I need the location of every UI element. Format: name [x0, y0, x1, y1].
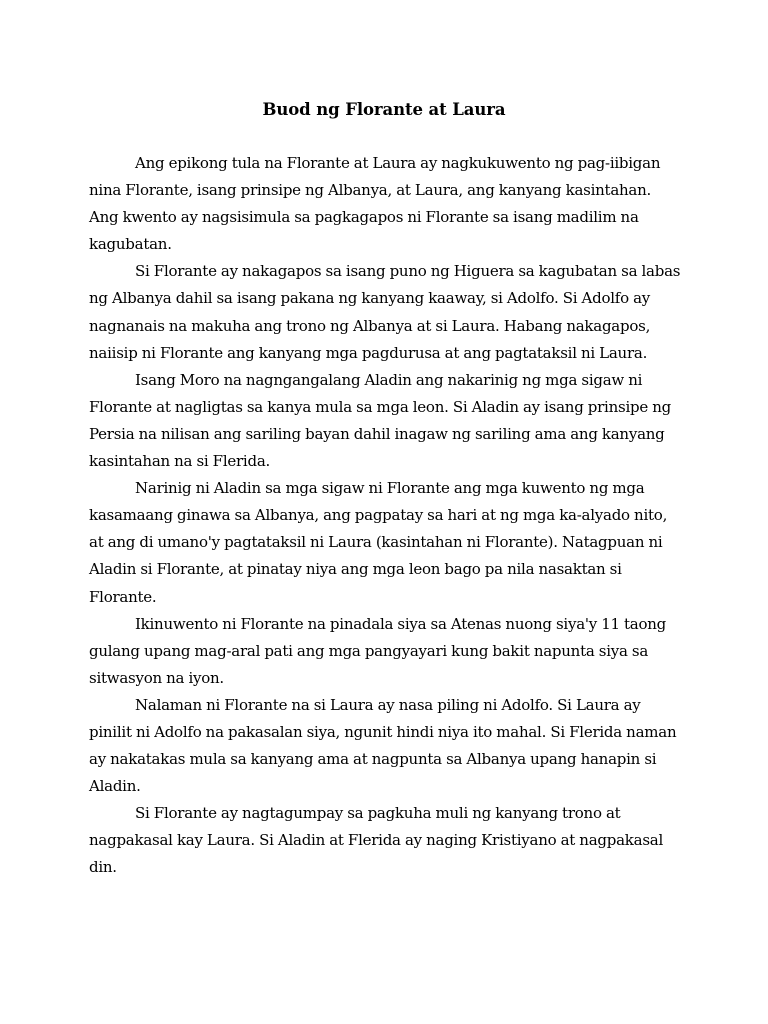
- paragraph-2: Si Florante ay nakagapos sa isang puno ng Higuera sa kagubatan sa labas ng Albanya dahil sa isang pakana ng kanyang kaaway, si Adolfo. Si Adolfo ay nagnanais na makuha ang trono ng Albanya at si Laura. Habang nakagapos, naiisip ni Florante ang kanyang mga pagdurusa at ang pagtataksil ni Laura.: [89, 262, 681, 362]
- paragraph-6: Nalaman ni Florante na si Laura ay nasa piling ni Adolfo. Si Laura ay pinilit ni Adolfo na pakasalan siya, ngunit hindi niya ito mahal. Si Flerida naman ay nakatakas mula sa kanyang ama at nagpunta sa Albanya upang hanapin si Aladin.: [89, 695, 677, 796]
- paragraph-4: Narinig ni Aladin sa mga sigaw ni Florante ang mga kuwento ng mga kasamaang ginawa sa Albanya, ang pagpatay sa hari at ng mga ka-alyado nito, at ang di umano'y pagtataksil ni Laura (kasintahan ni Florante). Natagpuan ni Aladin si Florante, at pinatay niya ang mga leon bago pa nila nasaktan si Florante.: [89, 479, 668, 606]
- paragraph-3: Isang Moro na nagngangalang Aladin ang nakarinig ng mga sigaw ni Florante at nagligtas sa kanya mula sa mga leon. Si Aladin ay isang prinsipe ng Persia na nilisan ang sariling bayan dahil inagaw ng sariling ama ang kanyang kasintahan na si Flerida.: [89, 370, 671, 471]
- document-title: Buod ng Florante at Laura: [262, 100, 506, 119]
- document-body: [89, 150, 681, 882]
- paragraph-1: Ang epikong tula na Florante at Laura ay nagkukuwento ng pag-iibigan nina Florante, isang prinsipe ng Albanya, at Laura, ang kanyang kasintahan. Ang kwento ay nagsisimula sa pagkagapos ni Florante sa isang madilim na kagubatan.: [89, 154, 661, 254]
- paragraph-7: Si Florante ay nagtagumpay sa pagkuha muli ng kanyang trono at nagpakasal kay Laura. Si Aladin at Flerida ay naging Kristiyano at nagpakasal din.: [89, 804, 664, 877]
- paragraph-5: Ikinuwento ni Florante na pinadala siya sa Atenas nuong siya'y 11 taong gulang upang mag-aral pati ang mga pangyayari kung bakit napunta siya sa sitwasyon na iyon.: [89, 614, 667, 687]
